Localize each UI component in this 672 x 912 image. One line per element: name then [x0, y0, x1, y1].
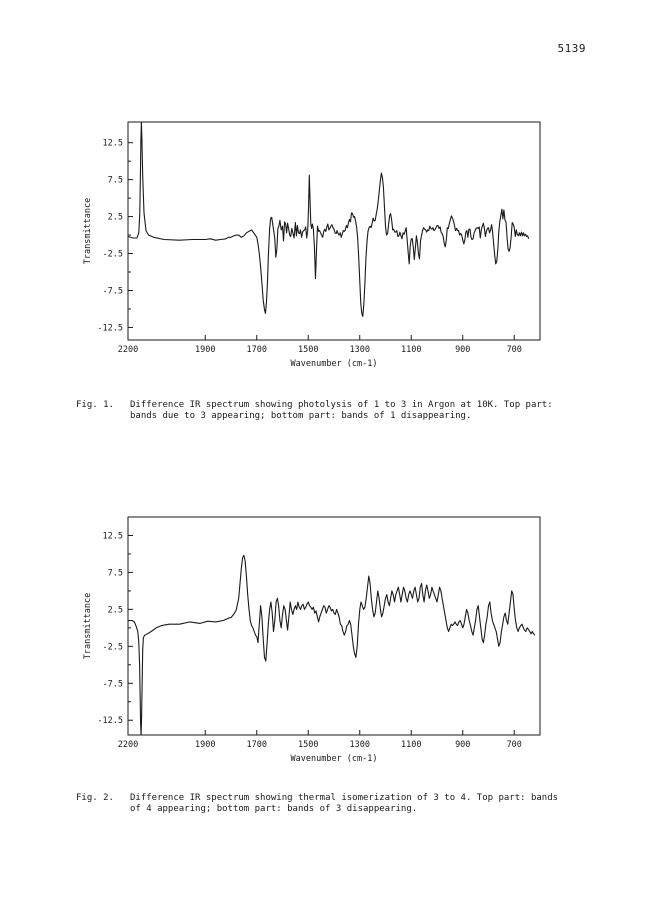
x-tick-label: 900	[455, 740, 471, 750]
y-tick-label: -2.5	[102, 642, 123, 653]
caption-label: Fig. 1.	[76, 400, 114, 410]
spectrum-line	[128, 555, 535, 735]
x-tick-label: 1900	[195, 740, 216, 750]
x-tick-label: 2200	[117, 345, 139, 355]
x-tick-label: 1500	[298, 345, 319, 355]
figure-1	[0, 110, 672, 370]
y-tick-label: 2.5	[107, 212, 123, 223]
x-tick-label: 1500	[298, 740, 319, 750]
caption-text: Difference IR spectrum showing photolysis of 1 to 3 in Argon at 10K. Top part: bands due to 3 appearing; bottom part: bands of 1 disappearing.	[130, 400, 553, 421]
x-tick-label: 1100	[401, 345, 422, 355]
x-tick-label: 700	[506, 345, 522, 355]
y-tick-label: -12.5	[97, 323, 123, 334]
caption-text: Difference IR spectrum showing thermal isomerization of 3 to 4. Top part: bands of 4 appearing; bottom part: bands of 3 disappearing.	[130, 793, 559, 814]
y-tick-label: 12.5	[102, 531, 123, 542]
x-tick-label: 1300	[349, 740, 370, 750]
x-tick-label: 900	[455, 345, 471, 355]
x-axis-label: Wavenumber (cm-1)	[290, 359, 378, 369]
y-tick-label: -7.5	[102, 286, 123, 297]
x-tick-label: 1300	[349, 345, 370, 355]
y-tick-label: 2.5	[107, 605, 123, 616]
x-tick-label: 1700	[246, 740, 267, 750]
x-tick-label: 1900	[195, 345, 216, 355]
x-tick-label: 700	[506, 740, 522, 750]
plot-frame	[128, 517, 540, 735]
spectrum-line	[128, 122, 529, 316]
x-tick-label: 2200	[117, 740, 139, 750]
x-tick-label: 1700	[246, 345, 267, 355]
caption-label: Fig. 2.	[76, 793, 114, 803]
y-tick-label: -2.5	[102, 249, 123, 260]
figure-2	[0, 505, 672, 765]
y-tick-label: 7.5	[107, 175, 123, 186]
x-axis-label: Wavenumber (cm-1)	[290, 754, 378, 764]
figure-1-chart	[0, 110, 672, 370]
y-tick-label: -12.5	[97, 716, 123, 727]
y-axis-label: Transmittance	[83, 592, 93, 660]
y-tick-label: 7.5	[107, 568, 123, 579]
y-tick-label: 12.5	[102, 138, 123, 149]
page-number: 5139	[557, 42, 586, 55]
y-tick-label: -7.5	[102, 679, 123, 690]
figure-2-chart	[0, 505, 672, 765]
x-tick-label: 1100	[401, 740, 422, 750]
y-axis-label: Transmittance	[83, 197, 93, 265]
